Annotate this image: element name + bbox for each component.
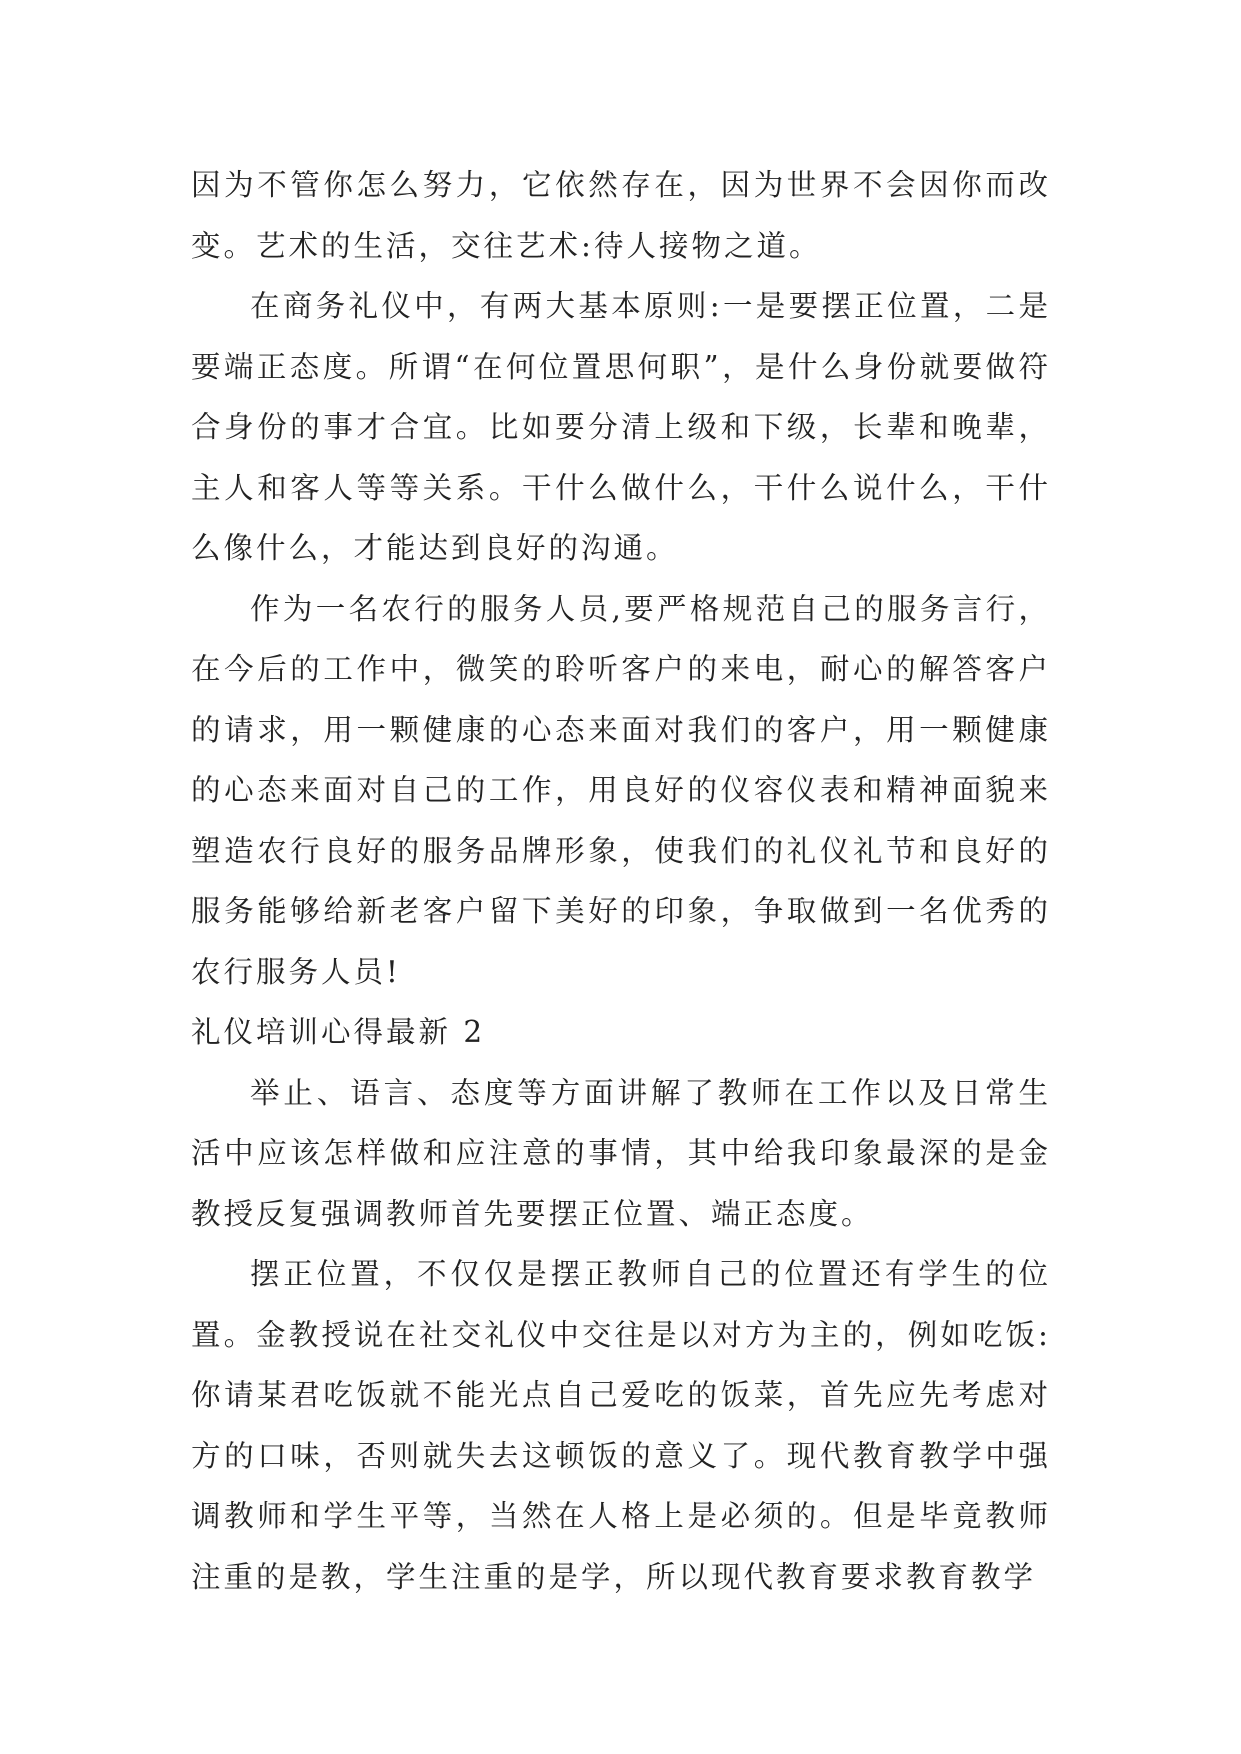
section-heading: 礼仪培训心得最新 2: [191, 1015, 486, 1049]
paragraph-1: 因为不管你怎么努力，它依然存在，因为世界不会因你而改变。艺术的生活，交往艺术:待人接物之道。: [191, 168, 1051, 263]
paragraph-3: 作为一名农行的服务人员,要严格规范自己的服务言行，在今后的工作中，微笑的聆听客户的来电，耐心的解答客户的请求，用一颗健康的心态来面对我们的客户，用一颗健康的心态来面对自己的工作，用良好的仪容仪表和精神面貌来塑造农行良好的服务品牌形象，使我们的礼仪礼节和良好的服务能够给新老客户留下美好的印象，争取做到一名优秀的农行服务人员!: [191, 591, 1051, 989]
paragraph-2: 在商务礼仪中，有两大基本原则:一是要摆正位置，二是要端正态度。所谓“在何位置思何职”，是什么身份就要做符合身份的事才合宜。比如要分清上级和下级，长辈和晚辈，主人和客人等等关系。干什么做什么，干什么说什么，干什么像什么，才能达到良好的沟通。: [191, 289, 1051, 565]
paragraph-5: 摆正位置，不仅仅是摆正教师自己的位置还有学生的位置。金教授说在社交礼仪中交往是以对方为主的，例如吃饭:你请某君吃饭就不能光点自己爱吃的饭菜，首先应先考虑对方的口味，否则就失去这顿饭的意义了。现代教育教学中强调教师和学生平等，当然在人格上是必须的。但是毕竟教师注重的是教，学生注重的是学，所以现代教育要求教育教学: [191, 1257, 1051, 1594]
document-body: [191, 155, 1051, 1607]
paragraph-4: 举止、语言、态度等方面讲解了教师在工作以及日常生活中应该怎样做和应注意的事情，其中给我印象最深的是金教授反复强调教师首先要摆正位置、端正态度。: [191, 1075, 1051, 1231]
